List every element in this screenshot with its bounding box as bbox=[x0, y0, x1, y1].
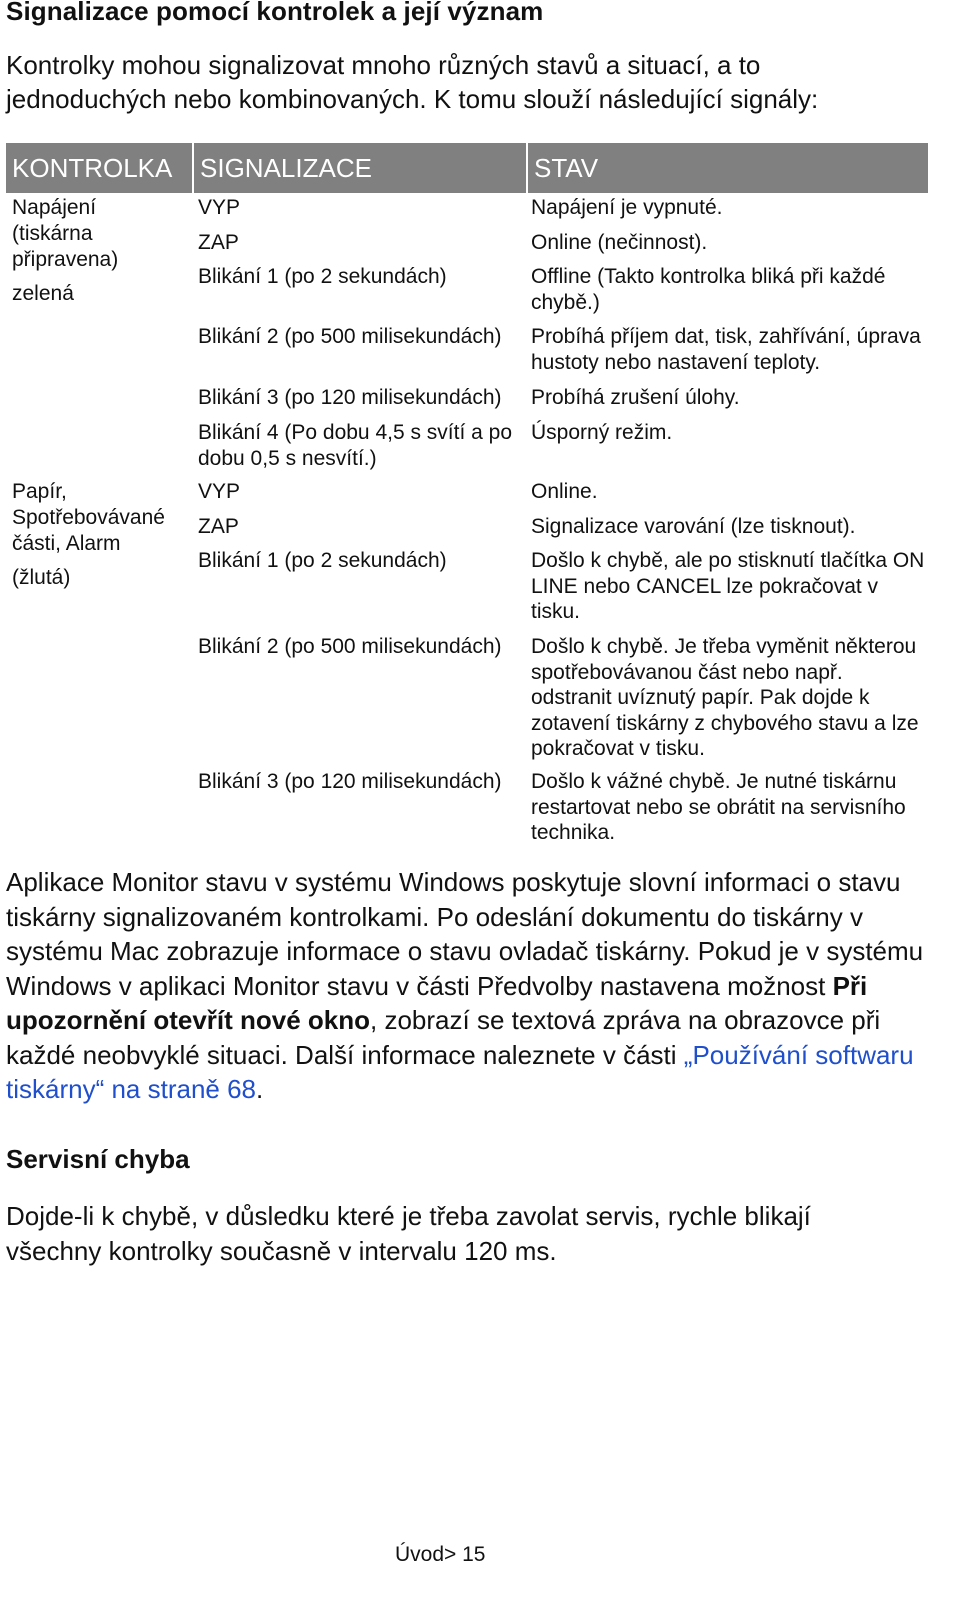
service-error-title: Servisní chyba bbox=[6, 1144, 190, 1174]
paragraph-text: , zobrazí se textová zpráva na obrazovce při každé neobvyklé situaci. Další informace naleznete v části bbox=[6, 1005, 881, 1070]
intro-paragraph: Kontrolky mohou signalizovat mnoho různých stavů a situací, a to jednoduchých nebo kombinovaných. K tomu slouží následující signály: bbox=[6, 50, 819, 114]
header-stav: STAV bbox=[526, 143, 928, 193]
paragraph-text: Aplikace Monitor stavu v systému Windows poskytuje slovní informaci o stavu tiskárny signalizovaném kontrolkami. Po odeslání dokumentu do tiskárny v systému Mac zobrazuje informace o stavu ovladač tiskárny. Pokud je v systému Windows v aplikaci Monitor stavu v části Předvolby nastavena možnost bbox=[6, 867, 924, 1001]
signal-cell: VYP bbox=[198, 480, 241, 503]
page-footer: Úvod> 15 bbox=[395, 1543, 486, 1566]
table-header bbox=[6, 143, 928, 193]
state-cell: Probíhá zrušení úlohy. bbox=[531, 386, 740, 409]
state-cell: Online (nečinnost). bbox=[531, 231, 708, 254]
group-name: Papír, Spotřebovávané části, Alarm bbox=[12, 480, 165, 555]
state-cell: Došlo k vážné chybě. Je nutné tiskárnu restartovat nebo se obrátit na servisního technika. bbox=[531, 770, 906, 844]
group-color: (žlutá) bbox=[12, 566, 71, 589]
group-name: Napájení (tiskárna připravena) bbox=[12, 196, 119, 271]
state-cell: Napájení je vypnuté. bbox=[531, 196, 723, 219]
option-name: Při upozornění otevřít nové okno bbox=[6, 970, 868, 1035]
state-cell: Došlo k chybě. Je třeba vyměnit některou spotřebovávanou část nebo např. odstranit uvíznutý papír. Pak dojde k zotavení tiskárny z chybového stavu a lze pokračovat v tisku. bbox=[531, 635, 919, 760]
signal-cell: Blikání 3 (po 120 milisekundách) bbox=[198, 386, 502, 409]
signal-cell: Blikání 3 (po 120 milisekundách) bbox=[198, 770, 502, 793]
state-cell: Úsporný režim. bbox=[531, 421, 673, 444]
signal-cell: VYP bbox=[198, 196, 241, 219]
state-cell: Offline (Takto kontrolka bliká při každé chybě.) bbox=[531, 265, 886, 314]
state-cell: Online. bbox=[531, 480, 598, 503]
group-label bbox=[12, 479, 192, 591]
paragraph-text: . bbox=[256, 1074, 264, 1104]
signal-cell: Blikání 1 (po 2 sekundách) bbox=[198, 265, 447, 288]
state-cell: Probíhá příjem dat, tisk, zahřívání, úprava hustoty nebo nastavení teploty. bbox=[531, 325, 921, 374]
signal-cell: ZAP bbox=[198, 515, 239, 538]
cross-reference-link[interactable]: „Používání softwaru tiskárny“ na straně 68 bbox=[6, 1039, 914, 1104]
signal-cell: Blikání 4 (Po dobu 4,5 s svítí a po dobu 0,5 s nesvítí.) bbox=[198, 421, 513, 470]
header-kontrolka: KONTROLKA bbox=[12, 153, 173, 183]
group-color: zelená bbox=[12, 282, 74, 305]
signal-cell: ZAP bbox=[198, 231, 239, 254]
service-error-paragraph: Dojde-li k chybě, v důsledku které je třeba zavolat servis, rychle blikají všechny kontrolky současně v intervalu 120 ms. bbox=[6, 1201, 811, 1266]
signal-cell: Blikání 2 (po 500 milisekundách) bbox=[198, 635, 502, 658]
section-title: Signalizace pomocí kontrolek a její význam bbox=[6, 0, 544, 26]
signal-cell: Blikání 1 (po 2 sekundách) bbox=[198, 549, 447, 572]
state-cell: Signalizace varování (lze tisknout). bbox=[531, 515, 856, 538]
signal-cell: Blikání 2 (po 500 milisekundách) bbox=[198, 325, 502, 348]
state-cell: Došlo k chybě, ale po stisknutí tlačítka ON LINE nebo CANCEL lze pokračovat v tisku. bbox=[531, 549, 925, 623]
status-monitor-paragraph bbox=[6, 865, 936, 1107]
header-signalizace: SIGNALIZACE bbox=[192, 143, 526, 193]
group-label bbox=[12, 195, 192, 307]
